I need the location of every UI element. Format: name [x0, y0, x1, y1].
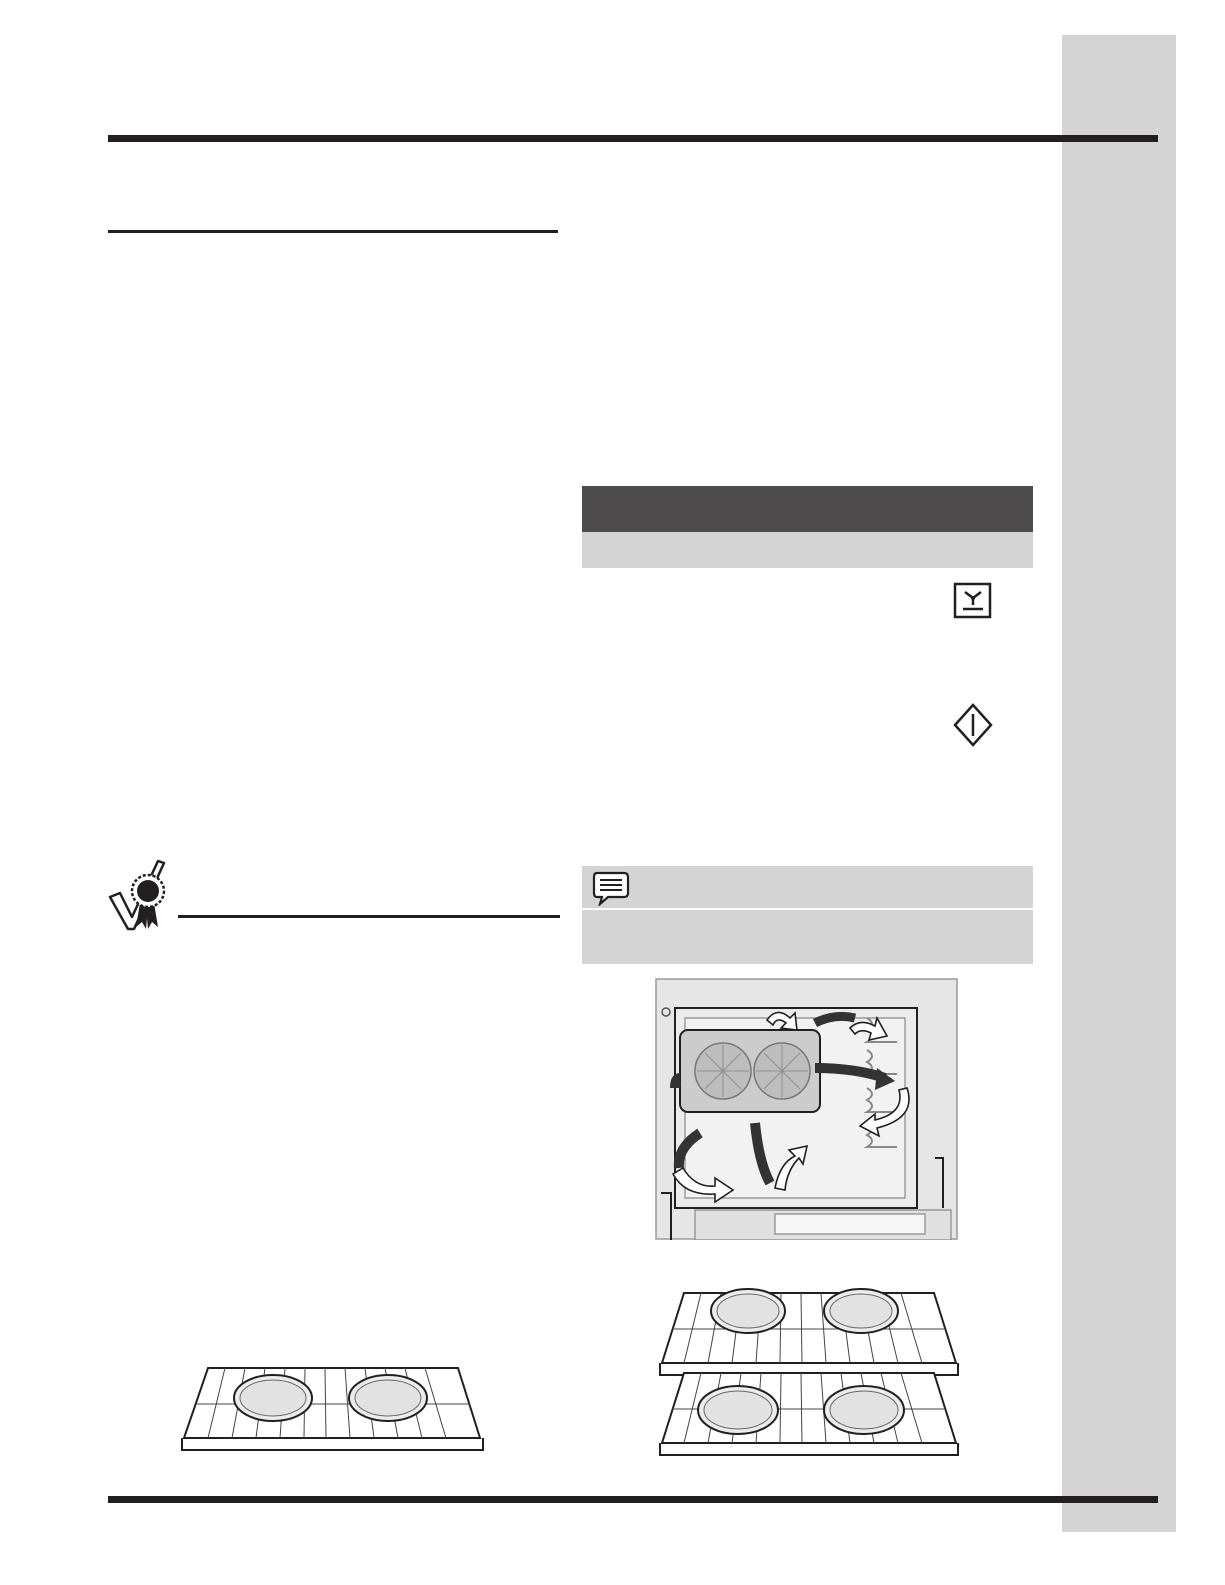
- benefits-icon-wrap: [106, 857, 176, 933]
- page-side-tab: [1062, 35, 1176, 1532]
- single-rack-two-pans-illustration: [180, 1362, 485, 1454]
- start-key-wrap: [953, 702, 993, 748]
- convection-airflow-illustration: [655, 978, 958, 1240]
- instruction-table-subheader: [582, 532, 1033, 568]
- bottom-page-rule: [108, 1496, 1158, 1503]
- note-title-bar: [582, 866, 1033, 908]
- section-heading-rule: [108, 230, 558, 233]
- note-speech-bubble-icon: [592, 870, 630, 906]
- convection-fan-icon: [953, 582, 993, 620]
- double-rack-figure: [656, 1285, 962, 1460]
- note-body-panel: [582, 910, 1033, 964]
- checkmark-ribbon-icon: [106, 857, 176, 933]
- convection-key-wrap: [953, 582, 993, 620]
- instruction-table-header: [582, 486, 1033, 532]
- benefits-heading-rule: [178, 915, 560, 918]
- two-racks-four-pans-illustration: [656, 1285, 962, 1460]
- top-page-rule: [108, 135, 1158, 142]
- single-rack-figure: [180, 1362, 485, 1454]
- start-icon: [953, 702, 993, 748]
- oven-interior-figure: [655, 978, 958, 1240]
